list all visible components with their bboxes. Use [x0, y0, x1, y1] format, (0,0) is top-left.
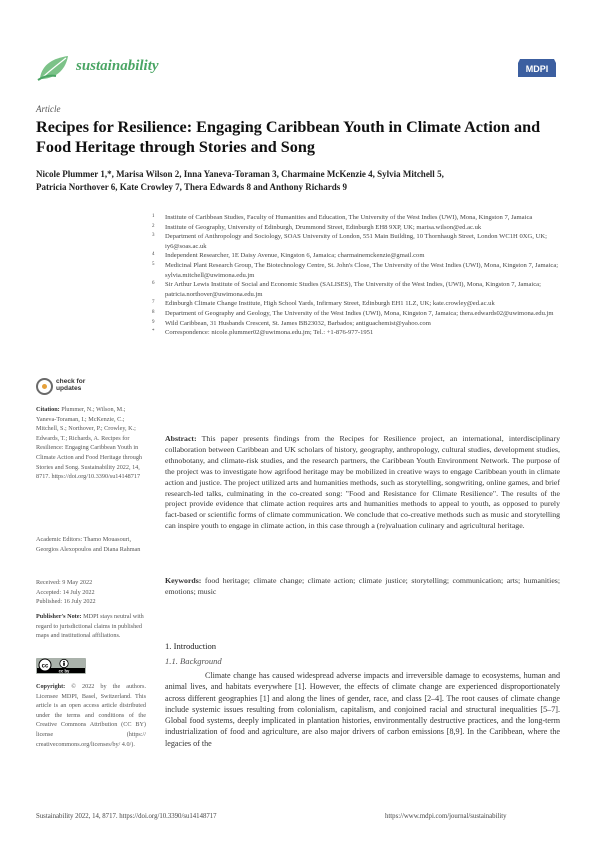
affiliations	[152, 213, 562, 338]
mdpi-logo[interactable]	[516, 57, 558, 79]
check-updates-icon	[36, 378, 53, 395]
citation-label: Citation:	[36, 406, 60, 413]
affiliation-item: 5 Medicinal Plant Research Group, The Biotechnology Centre, St. John's Close, The University of the West Indies (UWI), Mona, Kingston 7, Jamaica; sylvia.mitchell@uwimona.edu.jm	[152, 261, 559, 279]
section-heading-introduction: 1. Introduction	[165, 641, 217, 651]
affiliation-item: 1 Institute of Caribbean Studies, Faculty of Humanities and Education, The University of the West Indies (UWI), Mona, Kingston 7, Jamaica	[152, 214, 533, 221]
publication-dates	[36, 578, 146, 607]
svg-text:MDPI: MDPI	[525, 64, 549, 74]
citation-block	[36, 405, 146, 482]
authors-line-2: Patricia Northover 6, Kate Crowley 7, Thera Edwards 8 and Anthony Richards 9	[36, 182, 348, 192]
authors-line-1: Nicole Plummer 1,*, Marisa Wilson 2, Inna Yaneva-Toraman 3, Charmaine McKenzie 4, Sylvia Mitchell 5,	[36, 169, 444, 179]
footer-citation[interactable]: Sustainability 2022, 14, 8717. https://doi.org/10.3390/su14148717	[36, 813, 217, 820]
check-for-updates-badge[interactable]	[36, 378, 96, 400]
publisher-note-label: Publisher's Note:	[36, 613, 82, 620]
publisher-note-text: MDPI stays neutral with regard to jurisdictional claims in published maps and institutional affiliations.	[36, 613, 144, 640]
keywords	[165, 576, 560, 598]
affiliation-item: 4 Independent Researcher, 1E Daisy Avenue, Kingston 6, Jamaica; charmainemckenzie@gmail.com	[152, 252, 425, 260]
published-date: Published: 16 July 2022	[36, 598, 96, 606]
cc-by-license-icon[interactable]	[36, 658, 86, 674]
affiliation-item: 3 Department of Anthropology and Sociology, SOAS University of London, 551 Main Building, 10 Thornhaugh Street, London WC1H 0XG, UK; iy6@soas.ac.uk	[152, 233, 547, 250]
keywords-label: Keywords:	[165, 576, 202, 585]
affiliation-item: 9 Wild Caribbean, 31 Husbands Crescent, St. James BB23032, Barbados; antiguachemist@yahoo.com	[152, 319, 431, 327]
svg-text:cc: cc	[41, 663, 49, 670]
author-list	[36, 168, 561, 194]
abstract-label: Abstract:	[165, 434, 197, 443]
sustainability-leaf-icon	[36, 52, 72, 84]
abstract-text: This paper presents findings from the Recipes for Resilience project, an international, interdisciplinary collaboration between Caribbean and UK scholars of history, geography, anthropology, cultural studies, development studies, ethnobotany, and climate-risk studies, and the research partners, the Caribbean Youth Environment Network. The purpose of the project was to investigate how agrifood heritage may be mobilized in creative ways to engage Caribbean youth in climate action and justice. The project utilized arts and humanities methods, such as storytelling, songwriting, online games, and brief research-led talks, culminating in the co-created song: "Food and Resistance for Climate Resilience". The results of the project provide evidence that climate action requires arts and humanities methods to appeal to youth, as opposed to purely fact-based or scientific forms of climate communication. We conclude that co-creative methods such as music and storytelling can inspire youth to engage in climate action, in this case through a (re)valuation culinary and agricultural heritage.	[165, 434, 560, 531]
affiliation-item: 8 Department of Geography and Geology, The University of the West Indies (UWI), Mona, Kingston 7, Jamaica; thera.edwards02@uwimona.edu.jm	[152, 309, 554, 317]
keywords-text: food heritage; climate change; climate action; climate justice; storytelling; communication; arts; humanities; emotions; music	[165, 576, 560, 596]
accepted-date: Accepted: 14 July 2022	[36, 588, 95, 596]
publisher-note	[36, 612, 146, 641]
affiliation-item: 2 Institute of Geography, University of Edinburgh, Drummond Street, Edinburgh EH8 9XP, UK; marisa.wilson@ed.ac.uk	[152, 223, 482, 231]
introduction-paragraph: Climate change has caused widespread adverse impacts and irreversible damage to ecosystems, human and animal lives, and habitats everywhere [1]. However, the effects of climate change are experienced disproportionately across different geographies [1] and along the lines of gender, race, and class [2–4]. The root causes of climate change include systemic issues resulting from colonialism, capitalism, and conjoined racial and structural inequalities [5–7]. Global food systems, deeply implicated in plantation histories, environmentally destructive practices, and the long-term industrialization of food and agriculture, are also major drivers of carbon emissions [8,9]. In the Caribbean, where the legacies of the	[165, 671, 560, 748]
subsection-heading-background: 1.1. Background	[165, 656, 222, 666]
article-title: Recipes for Resilience: Engaging Caribbean Youth in Climate Action and Food Heritage through Stories and Song	[36, 118, 541, 156]
correspondence: * Correspondence: nicole.plummer02@uwimona.edu.jm; Tel.: +1-876-977-1951	[152, 329, 374, 337]
copyright-label: Copyright:	[36, 683, 66, 690]
journal-name[interactable]: sustainability	[76, 58, 159, 74]
copyright-block	[36, 682, 146, 749]
abstract	[165, 434, 560, 532]
received-date: Received: 9 May 2022	[36, 579, 93, 586]
affiliation-item: 7 Edinburgh Climate Change Institute, High School Yards, Infirmary Street, Edinburgh EH1 1LZ, UK; kate.crowley@ed.ac.uk	[152, 300, 495, 308]
academic-editors: Academic Editors: Thamo Mouasouri, Georgios Alexopoulos and Diana Rahman	[36, 536, 141, 553]
footer-journal-url[interactable]: https://www.mdpi.com/journal/sustainability	[385, 813, 507, 820]
copyright-text: © 2022 by the authors. Licensee MDPI, Basel, Switzerland. This article is an open access article distributed under the terms and conditions of the Creative Commons Attribution (CC BY) license (https:// creativecommons.org/licenses/by/ 4.0/).	[36, 683, 147, 748]
affiliation-item: 6 Sir Arthur Lewis Institute of Social and Economic Studies (SALISES), The University of the West Indies, (UWI), Mona, Kingston 7, Jamaica; patricia.northover@uwimona.edu.jm	[152, 281, 541, 298]
cc-by-label: cc by	[58, 668, 70, 674]
check-updates-label: check for updates	[56, 378, 86, 393]
citation-text: Plummer, N.; Wilson, M.; Yaneva-Toraman, I.; McKenzie, C.; Mitchell, S.; Northover, P.; Crowley, K.; Edwards, T.; Richards, A. Recipes for Resilience: Engaging Caribbean Youth in Climate Action and Food Heritage through Stories and Song. Sustainability 2022, 14, 8717. https://doi.org/10.3390/su14148717	[36, 406, 143, 481]
article-type: Article	[36, 104, 61, 114]
